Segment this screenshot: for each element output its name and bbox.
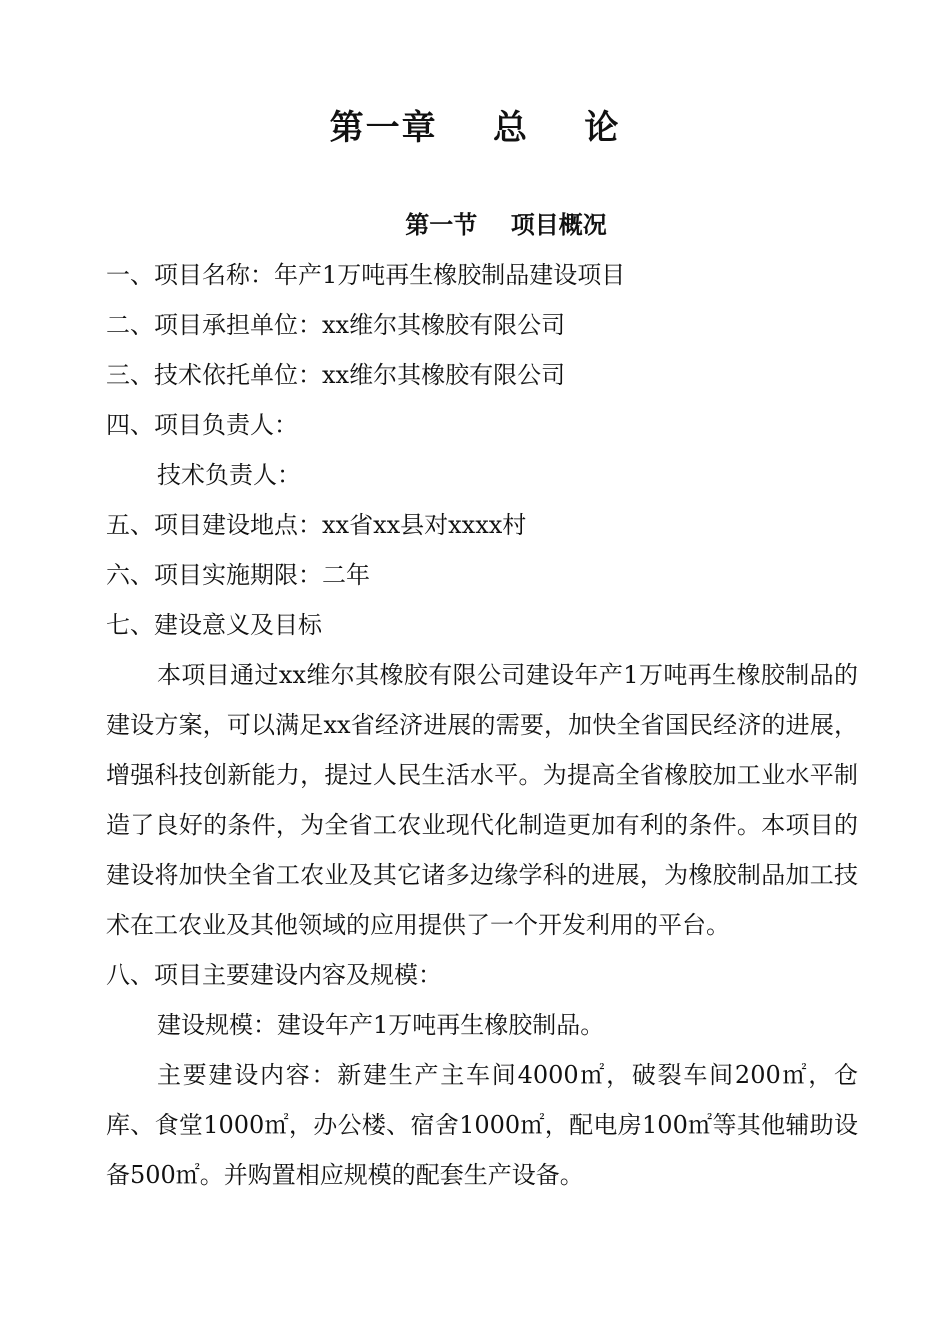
period-line: 六、项目实施期限：二年 (106, 561, 370, 589)
significance-heading: 七、建设意义及目标 (106, 611, 322, 639)
project-leader-line: 四、项目负责人： (106, 411, 298, 439)
project-name-line: 一、项目名称：年产1万吨再生橡胶制品建设项目 (106, 261, 626, 289)
significance-paragraph: 本项目通过xx维尔其橡胶有限公司建设年产1万吨再生橡胶制品的建设方案，可以满足xx省经济进展的需要，加快全省国民经济的进展，增强科技创新能力，提过人民生活水平。为提高全省橡胶加工业水平制造了良好的条件，为全省工农业现代化制造更加有利的条件。本项目的建设将加快全省工农业及其它诸多边缘学科的进展，为橡胶制品加工技术在工农业及其他领域的应用提供了一个开发利用的平台。 (106, 661, 858, 939)
section-title: 第一节 项目概况 (405, 210, 607, 239)
chapter-title: 第一章 总 论 (329, 108, 621, 148)
document-body (106, 250, 858, 1200)
content-paragraph: 主要建设内容：新建生产主车间4000㎡，破裂车间200㎡，仓库、食堂1000㎡，办公楼、宿舍1000㎡，配电房100㎡等其他辅助设备500㎡。并购置相应规模的配套生产设备。 (106, 1061, 858, 1189)
scale-heading: 八、项目主要建设内容及规模： (106, 961, 442, 989)
location-line: 五、项目建设地点：xx省xx县对xxxx村 (106, 511, 527, 539)
undertaker-line: 二、项目承担单位：xx维尔其橡胶有限公司 (106, 311, 566, 339)
tech-support-line: 三、技术依托单位：xx维尔其橡胶有限公司 (106, 361, 566, 389)
scale-line: 建设规模：建设年产1万吨再生橡胶制品。 (157, 1011, 605, 1039)
tech-leader-line: 技术负责人： (157, 461, 301, 489)
